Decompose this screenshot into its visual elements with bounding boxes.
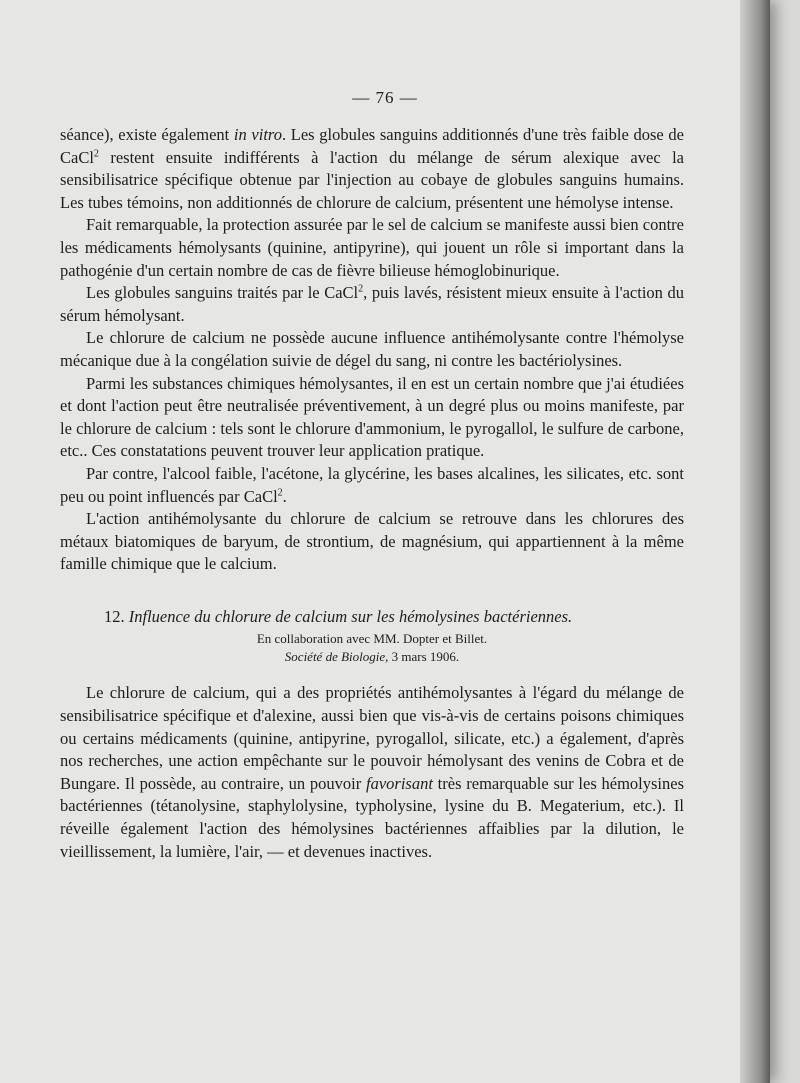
paragraph-1-text-c: restent ensuite indifférents à l'action du mélange de sérum alexique avec la sensibilisatrice spécifique obtenue par l'injection au cobaye de globules sanguins humains. Les tubes témoins, non additionnés de chlorure de calcium, présentent une hémolyse intense. xyxy=(60,147,684,212)
paragraph-1-text-a: séance), existe également xyxy=(60,125,234,144)
paragraph-7: L'action antihémolysante du chlorure de calcium se retrouve dans les chlorures des métaux biatomiques de baryum, de strontium, de magnésium, qui appartiennent à la même famille chimique que le calcium. xyxy=(60,509,684,574)
section-heading xyxy=(60,606,684,629)
page-body xyxy=(60,124,684,863)
paragraph-4: Le chlorure de calcium ne possède aucune influence antihémolysante contre l'hémolyse mécanique due à la congélation suivie de dégel du sang, ni contre les bactériolysines. xyxy=(60,328,684,370)
section-title: Influence du chlorure de calcium sur les hémolysines bactériennes. xyxy=(128,606,573,626)
paragraph-3-text-b: , puis lavés, résistent mieux ensuite à l'action du sérum hémolysant. xyxy=(60,283,684,325)
section-number: 12. xyxy=(104,606,125,626)
page-edge-shadow xyxy=(740,0,770,1083)
source-journal: Société de Biologie, xyxy=(284,649,389,665)
paragraph-1 xyxy=(60,124,684,214)
paragraph-1-text-b: . Les globules sanguins additionnés d'une très faible dose de CaCl xyxy=(60,125,684,167)
paragraph-6 xyxy=(60,463,684,508)
superscript: 2 xyxy=(358,283,364,295)
paragraph-6-text-a: Par contre, l'alcool faible, l'acétone, la glycérine, les bases alcalines, les silicates, etc. sont peu ou point influencés par CaCl xyxy=(60,463,684,506)
paragraph-2: Fait remarquable, la protection assurée par le sel de calcium se manifeste aussi bien contre les médicaments hémolysants (quinine, antipyrine), qui jouent un rôle si important dans la pathogénie d'un certain nombre de cas de fièvre bilieuse hémoglobinurique. xyxy=(60,215,684,280)
paragraph-6-text-b: . xyxy=(282,486,287,506)
section-paragraph-italic: favorisant xyxy=(365,773,433,793)
page-number: — 76 — xyxy=(352,88,418,107)
superscript: 2 xyxy=(93,148,99,160)
paragraph-1-italic: in vitro xyxy=(233,125,282,144)
section-paragraph-text-b: très remarquable sur les hémolysines bactériennes (tétanolysine, staphylolysine, typholysine, lysine du B. Megaterium, etc.). Il réveille également l'action des hémolysines bactériennes affaiblies par la dilution, le vieillissement, la lumière, l'air, — et devenues inactives. xyxy=(60,773,684,861)
paragraph-5: Parmi les substances chimiques hémolysantes, il en est un certain nombre que j'ai étudiées et dont l'action peut être neutralisée préventivement, à un degré plus ou moins manifeste, par le chlorure de calcium : tels sont le chlorure d'ammonium, le pyrogallol, le sulfure de carbone, etc.. Ces constatations peuvent trouver leur application pratique. xyxy=(60,373,684,461)
paragraph-3 xyxy=(60,282,684,327)
section-collaboration: En collaboration avec MM. Dopter et Billet. xyxy=(256,631,488,647)
superscript: 2 xyxy=(277,487,283,498)
section-paragraph-1 xyxy=(60,682,684,863)
paragraph-3-text-a: Les globules sanguins traités par le CaCl xyxy=(86,283,359,303)
section-source xyxy=(60,648,684,666)
source-date: 3 mars 1906. xyxy=(388,649,460,665)
section-paragraph-text-a: Le chlorure de calcium, qui a des propriétés antihémolysantes à l'égard du mélange de sensibilisatrice spécifique et d'alexine, aussi bien que vis-à-vis de certains poisons chimiques ou certains médicaments (quinine, antipyrine, pyrogallol, silicate, etc.) a également, d'après nos recherches, une action empêchante sur le pouvoir hémolysant des venins de Cobra et de Bungare. Il possède, au contraire, un pouvoir xyxy=(60,683,684,793)
